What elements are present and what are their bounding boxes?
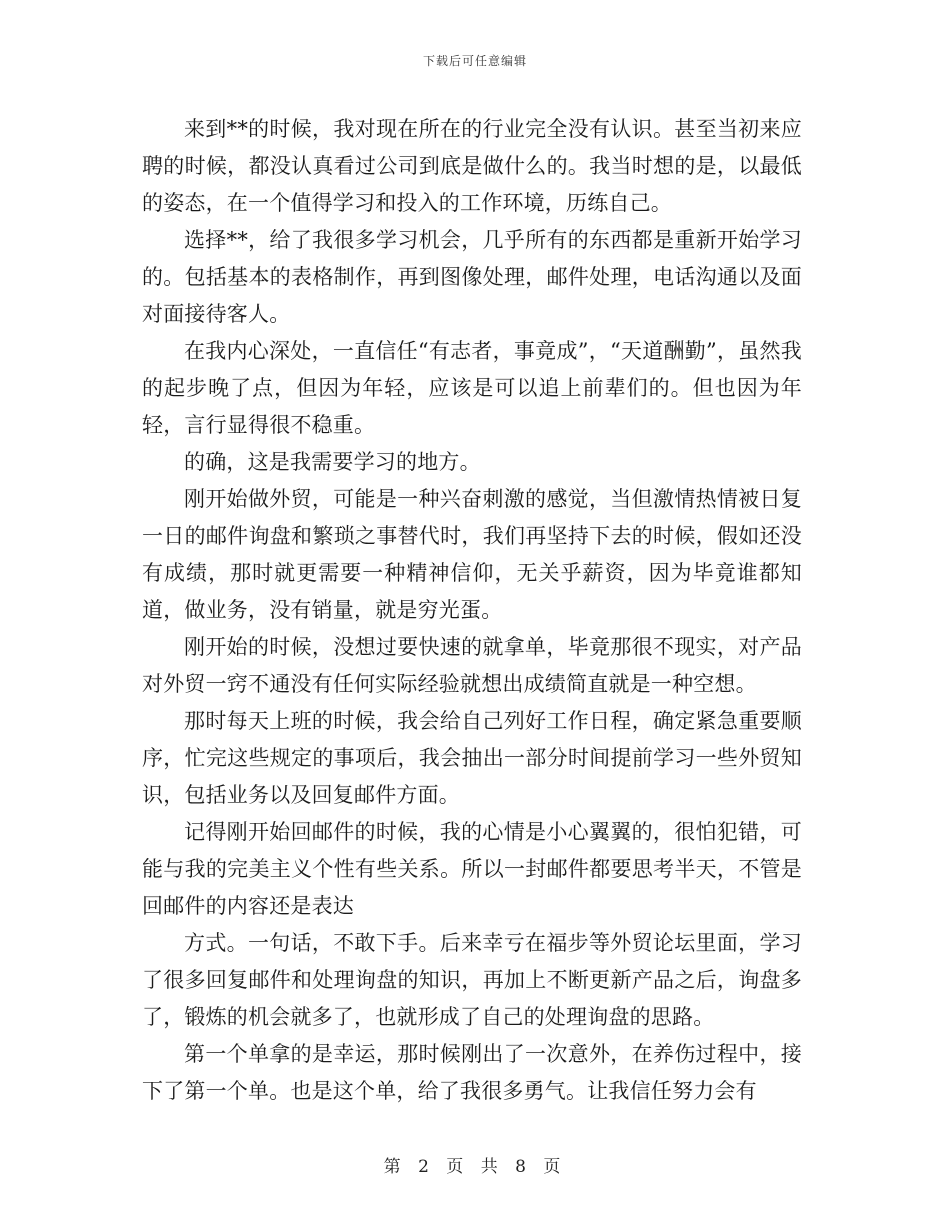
paragraph-5: 刚开始做外贸，可能是一种兴奋刺激的感觉，当但激情热情被日复一日的邮件询盘和繁琐之事替代时，我们再坚持下去的时候，假如还没有成绩，那时就更需要一种精神信仰，无关乎薪资，因为毕竟谁都知道，做业务，没有销量，就是穷光蛋。 (142, 487, 802, 622)
page-number: 第 2 页 共 8 页 (383, 1157, 567, 1177)
paragraph-4: 的确，这是我需要学习的地方。 (184, 450, 481, 474)
paragraph-1: 来到**的时候，我对现在所在的行业完全没有认识。甚至当初来应聘的时候，都没认真看过公司到底是做什么的。我当时想的是，以最低的姿态，在一个值得学习和投入的工作环境，历练自己。 (142, 117, 802, 215)
paragraph-3: 在我内心深处，一直信任“有志者，事竟成”，“天道酬勤”，虽然我的起步晚了点，但因为年轻，应该是可以追上前辈们的。但也因为年轻，言行显得很不稳重。 (142, 339, 802, 437)
paragraph-6: 刚开始的时候，没想过要快速的就拿单，毕竟那很不现实，对产品对外贸一窍不通没有任何实际经验就想出成绩简直就是一种空想。 (142, 635, 802, 696)
paragraph-2: 选择**，给了我很多学习机会，几乎所有的东西都是重新开始学习的。包括基本的表格制作，再到图像处理，邮件处理，电话沟通以及面对面接待客人。 (142, 228, 802, 326)
page-header: 下载后可任意编辑 (422, 54, 527, 68)
paragraph-10: 第一个单拿的是幸运，那时候刚出了一次意外，在养伤过程中，接下了第一个单。也是这个单，给了我很多勇气。让我信任努力会有 (142, 1042, 802, 1103)
paragraph-7: 那时每天上班的时候，我会给自己列好工作日程，确定紧急重要顺序，忙完这些规定的事项后，我会抽出一部分时间提前学习一些外贸知识，包括业务以及回复邮件方面。 (142, 709, 802, 807)
paragraph-8: 记得刚开始回邮件的时候，我的心情是小心翼翼的，很怕犯错，可能与我的完美主义个性有些关系。所以一封邮件都要思考半天，不管是回邮件的内容还是表达 (142, 820, 802, 918)
body-text (142, 111, 802, 1110)
paragraph-9: 方式。一句话，不敢下手。后来幸亏在福步等外贸论坛里面，学习了很多回复邮件和处理询盘的知识，再加上不断更新产品之后，询盘多了，锻炼的机会就多了，也就形成了自己的处理询盘的思路。 (142, 931, 802, 1029)
